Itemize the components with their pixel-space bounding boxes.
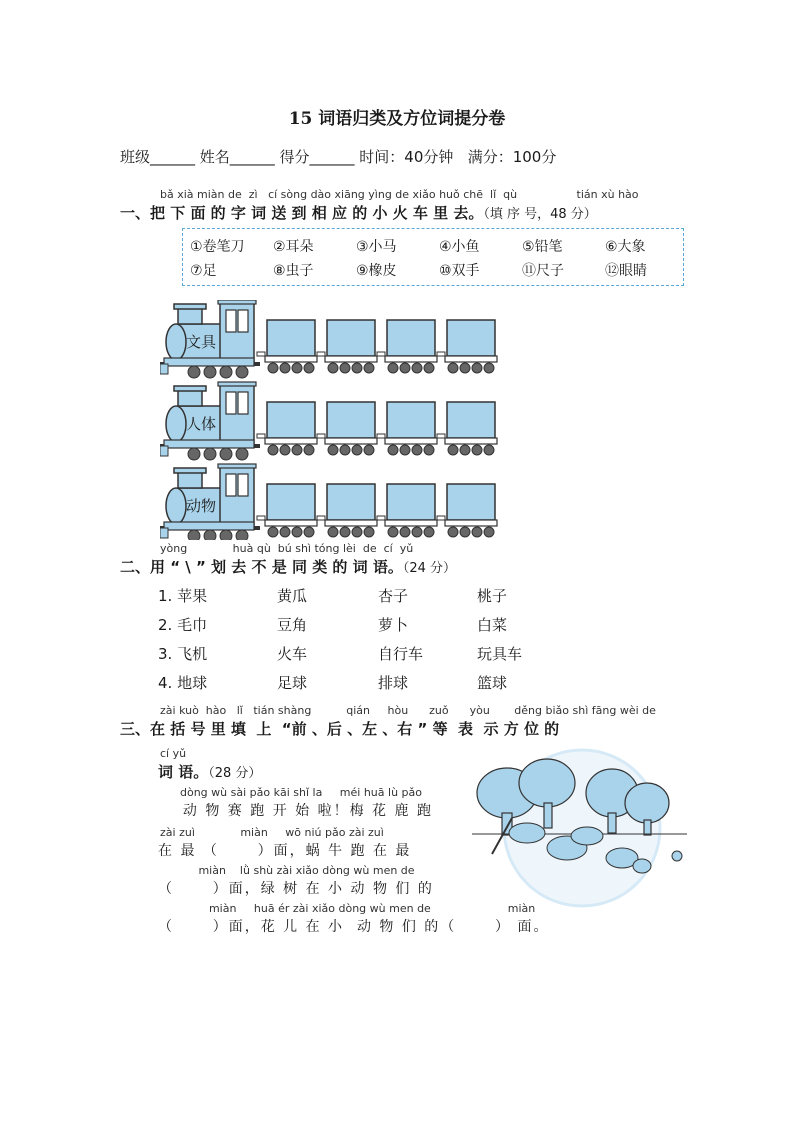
q3-line-2-pinyin: zài zuì miàn wō niú pǎo zài zuì (160, 826, 384, 839)
q2-row-1-word: 桃子 (477, 587, 508, 605)
q2-heading (120, 556, 456, 577)
q2-row-2-word: 白菜 (477, 616, 508, 634)
q2-row-4-word: 4. 地球 (158, 674, 208, 692)
q2-text: 二、用 “ \ ” 划 去 不 是 同 类 的 词 语。 (120, 558, 403, 576)
q3-line-1-pinyin: dòng wù sài pǎo kāi shǐ la méi huā lù pǎo (180, 786, 422, 799)
q2-row-4-word: 篮球 (477, 674, 508, 692)
page-title: 15 词语归类及方位词提分卷 (288, 109, 506, 129)
q3-heading-line-2 (158, 761, 261, 782)
word-item: ⑩双手 (439, 263, 480, 279)
q3-line-1-text: 动 物 赛 跑 开 始 啦！梅 花 鹿 跑 (170, 803, 433, 819)
word-item: ⑧虫子 (273, 263, 314, 279)
q2-row-4-word: 足球 (277, 674, 308, 692)
train-label-body: 人体 (186, 415, 217, 433)
q3-line-3-pinyin: miàn lǜ shù zài xiǎo dòng wù men de (160, 864, 415, 877)
q2-row-2-word: 2. 毛巾 (158, 616, 208, 634)
q2-row-1-word: 1. 苹果 (158, 587, 208, 605)
word-item: ⑥大象 (605, 239, 646, 255)
q3-line-4-text: （ ）面，花 儿 在 小 动 物 们 的（ ） 面。 (158, 919, 550, 935)
q3-line-2-text: 在 最 （ ）面，蜗 牛 跑 在 最 (158, 843, 412, 859)
q3-pinyin-2: cí yǔ (160, 747, 187, 760)
word-item: ②耳朵 (273, 239, 314, 255)
q1-note: （填 序 号，48 分） (483, 207, 597, 222)
q2-row-3-word: 玩具车 (477, 645, 523, 663)
q2-row-3-word: 自行车 (378, 645, 424, 663)
animal-race-illustration (472, 748, 687, 938)
student-info-line: 班级______ 姓名______ 得分______ 时间：40分钟 满分：100分 (120, 148, 557, 166)
q3-line-3-text: （ ）面，绿 树 在 小 动 物 们 的 (158, 881, 434, 897)
q2-row-3-word: 火车 (277, 645, 308, 663)
word-item: ⑤铅笔 (522, 239, 563, 255)
q2-pinyin: yòng huà qù bú shì tóng lèi de cí yǔ (160, 542, 414, 555)
train-label-animals: 动物 (186, 497, 217, 515)
word-item: ⑦足 (190, 263, 217, 279)
q3-pinyin-1: zài kuò hào lǐ tián shàng qián hòu zuǒ yòu děng biǎo shì fāng wèi de (160, 704, 656, 717)
q3-text-2: 词 语。 (158, 763, 209, 781)
word-item: ⑪尺子 (522, 263, 564, 279)
q2-row-4-word: 排球 (378, 674, 409, 692)
train-label-stationery: 文具 (186, 333, 217, 351)
q2-row-1-word: 杏子 (378, 587, 409, 605)
q3-note: （28 分） (208, 766, 262, 781)
q3-heading-line-1: 三、在 括 号 里 填 上 “前 、后 、左 、右 ” 等 表 示 方 位 的 (120, 720, 560, 738)
q2-row-1-word: 黄瓜 (277, 587, 308, 605)
q2-note: （24 分） (402, 561, 457, 576)
q2-row-2-word: 萝卜 (378, 616, 409, 634)
q3-line-4-pinyin: miàn huā ér zài xiǎo dòng wù men de miàn (160, 902, 536, 915)
q2-row-2-word: 豆角 (277, 616, 308, 634)
q2-row-3-word: 3. 飞机 (158, 645, 208, 663)
word-item: ⑫眼睛 (605, 263, 647, 279)
word-item: ①卷笔刀 (190, 239, 245, 255)
word-item: ⑨橡皮 (356, 263, 397, 279)
q1-heading (120, 202, 597, 223)
word-item: ④小鱼 (439, 239, 480, 255)
q1-text: 一、把 下 面 的 字 词 送 到 相 应 的 小 火 车 里 去。 (120, 204, 484, 222)
q1-pinyin: bǎ xià miàn de zì cí sòng dào xiāng yìng de xiǎo huǒ chē lǐ qù tián xù hào (160, 188, 639, 201)
word-item: ③小马 (356, 239, 397, 255)
